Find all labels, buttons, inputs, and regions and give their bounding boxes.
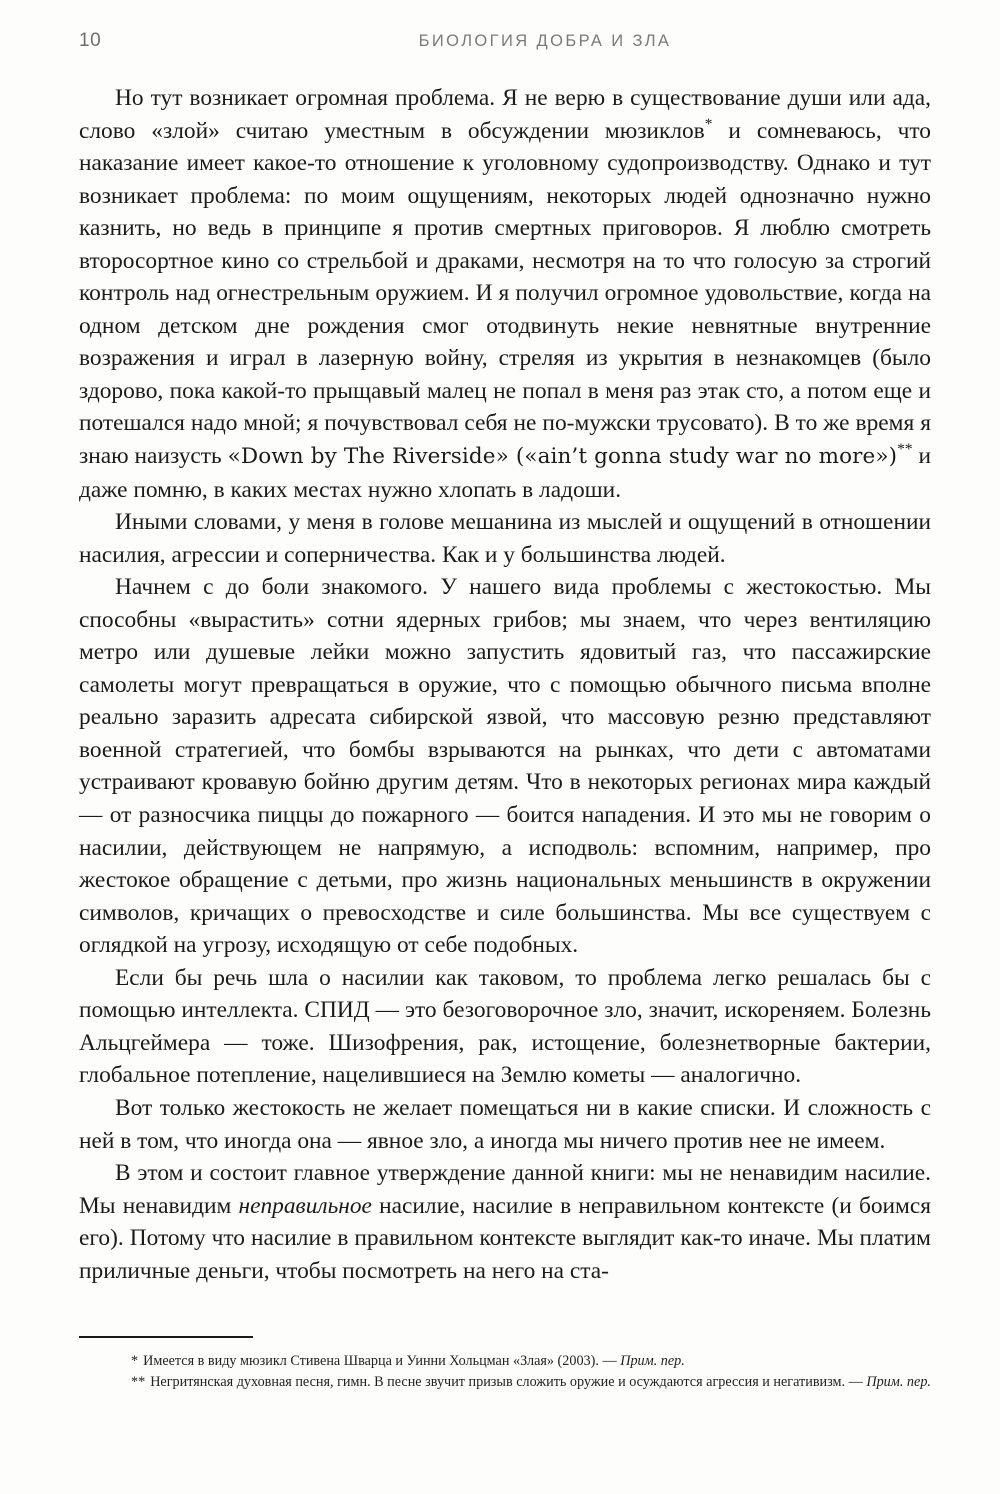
page-number: 10	[79, 30, 102, 51]
text-run: и сомневаюсь, что наказание имеет какое-то отношение к уголовному судопроизводству. Однако и тут возникает проблема: по моим ощущениям, некоторых людей однозначно нужно казнить, но ведь в принципе я против смертных приговоров. Я люблю смотреть второсортное кино со стрельбой и драками, несмотря на то что голосую за строгий контроль над огнестрельным оружием. И я получил огромное удовольствие, когда на одном детском дне рождения смог отодвинуть некие невнятные внутренние возражения и играл в лазерную войну, стреляя из укрытия в незнакомцев (было здорово, пока какой-то прыщавый малец не попал в меня раз этак сто, а потом еще и потешался надо мной; я почувствовал себя не по-мужски трусовато). В то же время я знаю наизусть	[79, 117, 931, 470]
emphasis-text: Прим. пер.	[866, 1373, 931, 1390]
emphasis-text: неправильное	[238, 1192, 372, 1219]
text-run: Вот только жестокость не желает помещаться ни в какие списки. И сложность с ней в том, что иногда она — явное зло, а иногда мы ничего против нее не имеем.	[79, 1094, 931, 1154]
body-paragraph	[79, 1092, 931, 1157]
footnote-reference-marker[interactable]: **	[897, 441, 913, 459]
footnote-reference-marker[interactable]: *	[704, 115, 713, 133]
body-paragraph	[79, 506, 931, 571]
text-run: Но тут возникает огромная проблема. Я не верю в существование души или ада, слово «злой» считаю уместным в обсуждении мюзиклов	[79, 85, 931, 144]
text-run: Имеется в виду мюзикл Стивена Шварца и Уинни Хольцман «Злая» (2003). —	[143, 1353, 621, 1369]
running-head	[79, 28, 931, 54]
footnote-item	[79, 1372, 939, 1393]
text-run: В этом и состоит главное утверждение данной книги: мы не ненавидим насилие. Мы ненавидим	[79, 1160, 931, 1219]
footnote-separator-rule	[79, 1336, 253, 1338]
text-run: насилие, насилие в неправильном контексте (и боимся его). Потому что насилие в правильном контексте выглядит как-то иначе. Мы платим приличные деньги, чтобы посмотреть на него на ста-	[79, 1192, 931, 1284]
text-run: Если бы речь шла о насилии как таковом, то проблема легко решалась бы с помощью интеллекта. СПИД — это безоговорочное зло, значит, искореняем. Болезнь Альцгеймера — тоже. Шизофрения, рак, истощение, болезнетворные бактерии, глобальное потепление, нацелившиеся на Землю кометы — аналогично.	[79, 964, 931, 1089]
body-paragraph	[79, 571, 931, 962]
text-run: и даже помню, в каких местах нужно хлопать в ладоши.	[79, 443, 931, 503]
body-paragraph	[79, 82, 931, 506]
latin-quote-text: «Down by The Riverside» («ain’t gonna study war no more»)	[227, 444, 898, 470]
body-paragraph	[79, 1157, 931, 1287]
text-run: Начнем с до боли знакомого. У нашего вида проблемы с жестокостью. Мы способны «вырастить» сотни ядерных грибов; мы знаем, что через вентиляцию метро или душевые лейки можно запустить ядовитый газ, что пассажирские самолеты могут превращаться в оружие, что с помощью обычного письма вполне реально заразить адресата сибирской язвой, что массовую резню представляют военной стратегией, что бомбы взрываются на рынках, что дети с автоматами устраивают кровавую бойню другим детям. Что в некоторых регионах мира каждый — от разносчика пиццы до пожарного — боится нападения. И это мы не говорим о насилии, действующем не напрямую, а исподволь: вспомним, например, про жестокое обращение с детьми, про жизнь национальных меньшинств в окружении символов, кричащих о превосходстве и силе большинства. Мы все существуем с оглядкой на угрозу, исходящую от себе подобных.	[79, 574, 931, 959]
text-run: Негритянская духовная песня, гимн. В песне звучит призыв сложить оружие и осуждаются агрессия и негативизм. —	[150, 1373, 867, 1390]
footnote-marker: **	[131, 1373, 146, 1390]
footnote-marker: *	[131, 1353, 139, 1369]
footnote-item	[79, 1351, 939, 1372]
body-text	[79, 82, 931, 1287]
body-paragraph	[79, 962, 931, 1092]
text-run: Иными словами, у меня в голове мешанина из мыслей и ощущений в отношении насилия, агрессии и соперничества. Как и у большинства людей.	[79, 509, 931, 568]
running-title: БИОЛОГИЯ ДОБРА И ЗЛА	[418, 32, 672, 50]
footnote-area	[79, 1336, 939, 1392]
emphasis-text: Прим. пер.	[620, 1353, 685, 1369]
footnote-list	[79, 1351, 939, 1392]
